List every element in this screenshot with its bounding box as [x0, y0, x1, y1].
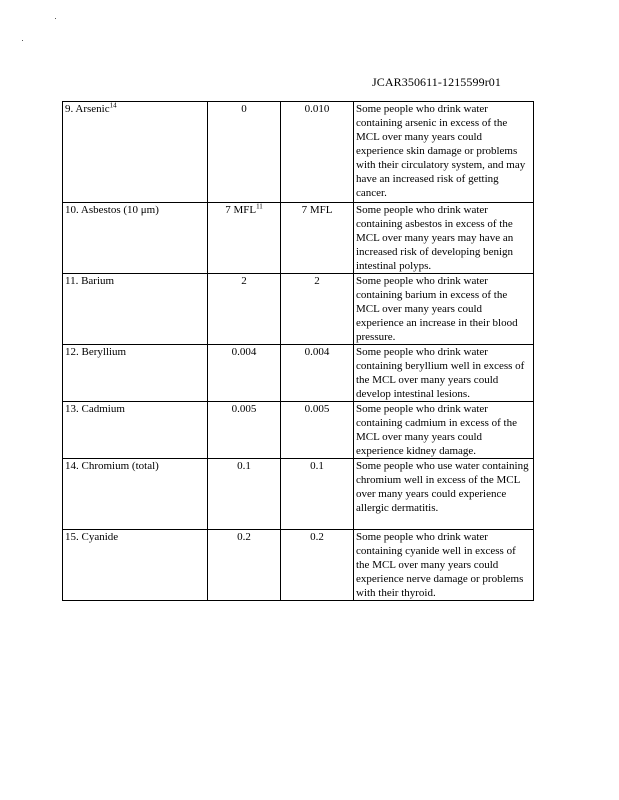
mcl-cell: 0.1: [281, 459, 354, 530]
mcl-cell: 2: [281, 274, 354, 345]
mclg-cell: 0.1: [208, 459, 281, 530]
mclg-cell: 2: [208, 274, 281, 345]
mclg-cell: 0.2: [208, 530, 281, 601]
mcl-cell: 0.2: [281, 530, 354, 601]
mclg-cell: 0.004: [208, 345, 281, 402]
mcl-cell: 0.005: [281, 402, 354, 459]
mcl-cell: 7 MFL: [281, 203, 354, 274]
contaminant-name-cell: 15. Cyanide: [63, 530, 208, 601]
health-effect-cell: Some people who drink water containing beryllium well in excess of the MCL over many years could develop intestinal lesions.: [354, 345, 534, 402]
contaminant-name-cell: 14. Chromium (total): [63, 459, 208, 530]
document-id: JCAR350611-1215599r01: [372, 75, 501, 89]
health-effect-cell: Some people who drink water containing asbestos in excess of the MCL over many years may have an increased risk of developing benign intestinal polyps.: [354, 203, 534, 274]
health-effect-cell: Some people who drink water containing arsenic in excess of the MCL over many years could experience skin damage or problems with their circulatory system, and may have an increased risk of getting cancer.: [354, 102, 534, 203]
table-row: [63, 402, 534, 459]
contaminant-name-cell: 13. Cadmium: [63, 402, 208, 459]
mcl-cell: 0.004: [281, 345, 354, 402]
health-effect-cell: Some people who use water containing chromium well in excess of the MCL over many years could experience allergic dermatitis.: [354, 459, 534, 530]
scan-speck-top: [55, 18, 56, 19]
table-row: [63, 530, 534, 601]
mclg-cell: 0.005: [208, 402, 281, 459]
contaminant-name-cell: 9. Arsenic$^{14}$: [63, 102, 208, 203]
contaminant-name-cell: 11. Barium: [63, 274, 208, 345]
table-row: [63, 459, 534, 530]
health-effect-cell: Some people who drink water containing barium in excess of the MCL over many years could experience an increase in their blood pressure.: [354, 274, 534, 345]
contaminant-name-cell: 10. Asbestos (10 μm): [63, 203, 208, 274]
mcl-cell: 0.010: [281, 102, 354, 203]
health-effect-cell: Some people who drink water containing cyanide well in excess of the MCL over many years could experience nerve damage or problems with their thyroid.: [354, 530, 534, 601]
mclg-cell: 7 MFL$^{11}$: [208, 203, 281, 274]
mclg-cell: 0: [208, 102, 281, 203]
contaminant-table: [62, 101, 534, 601]
table-row: [63, 345, 534, 402]
table-row: [63, 102, 534, 203]
health-effect-cell: Some people who drink water containing cadmium in excess of the MCL over many years could experience kidney damage.: [354, 402, 534, 459]
contaminant-name-cell: 12. Beryllium: [63, 345, 208, 402]
table-row: [63, 203, 534, 274]
scan-speck-left: [22, 40, 23, 41]
table-row: [63, 274, 534, 345]
